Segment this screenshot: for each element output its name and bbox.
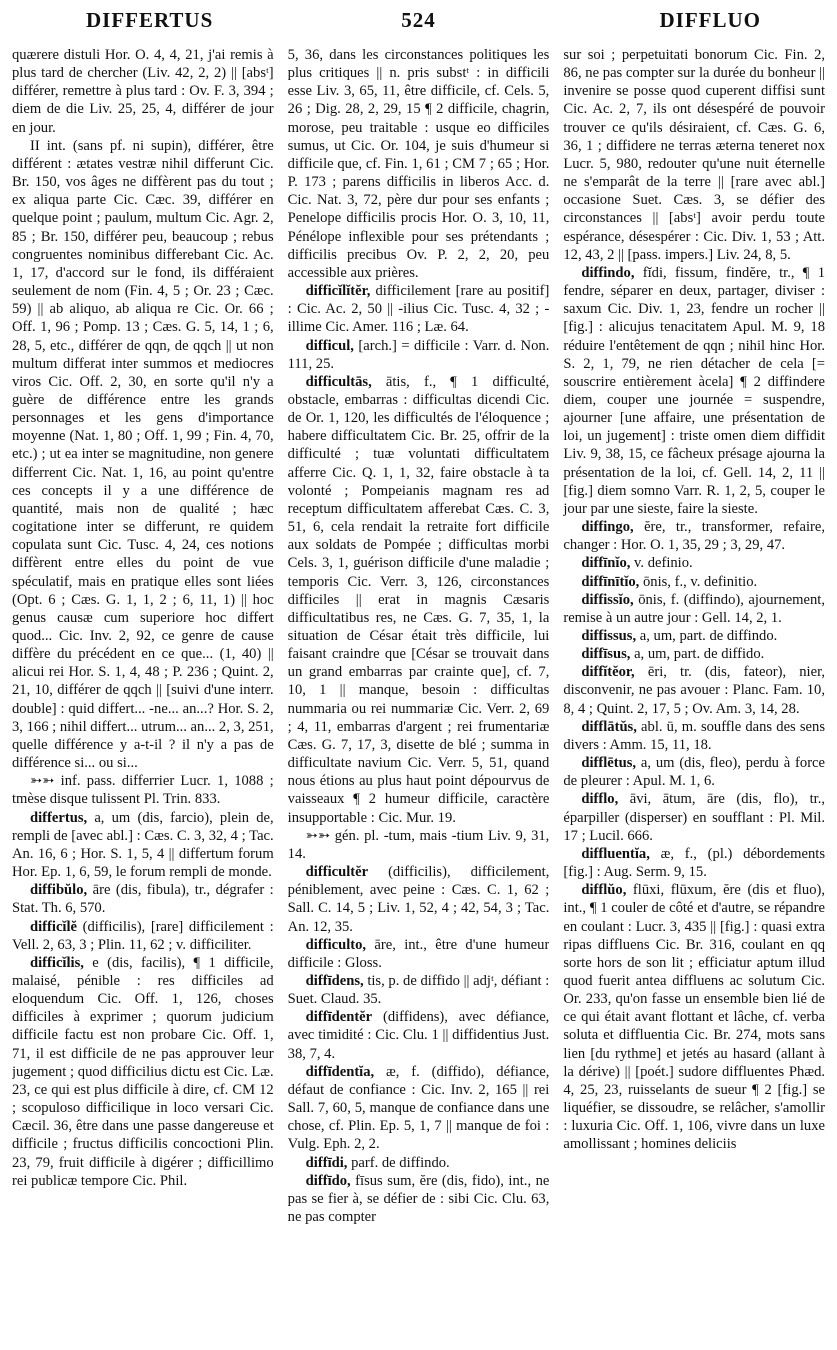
entry-headword: diffingo, <box>581 519 634 536</box>
dictionary-entry <box>12 881 274 917</box>
entry-text: a, um, part. de diffido. <box>630 646 765 663</box>
entry-headword: diffīdentĭa, <box>305 1063 375 1080</box>
entry-headword: diffīdi, <box>305 1154 348 1171</box>
dictionary-entry <box>288 373 550 827</box>
dictionary-entry <box>563 627 825 645</box>
entry-headword: diffīdentĕr <box>305 1009 373 1026</box>
entry-headword: diffĭtĕor, <box>581 664 635 681</box>
entry-text: [arch.] = difficile : Varr. d. Non. 111, 25. <box>287 337 550 372</box>
entry-headword: difficĭlis, <box>30 954 84 971</box>
dictionary-entry <box>563 518 825 554</box>
entry-headword: diffissĭo, <box>581 591 634 608</box>
entry-text: ➳➳ inf. pass. differrier Lucr. 1, 1088 ; tmèse disque tulissent Pl. Trin. 833. <box>12 773 274 808</box>
entry-text: fĭdi, fissum, findĕre, tr., ¶ 1 fendre, séparer en deux, partager, diviser : saxum Cic. Div. 1, 23, fendre un rocher || [fig.] : alicujus tenacitatem Apul. M. 9, 18 réduire l'entêtement de qqn ; nihil hinc Hor. S. 2, 1, 79, ne rien détacher de cela [= souscrire entièrement àcela] ¶ 2 diffindere diem, couper une journée = suspendre, ajourner [une affaire, une présentation de loi, un jugement] : triste omen diem diffidit Liv. 9, 38, 15, ce fâcheux présage ajourna la présentation de la loi, cf. Gell. 14, 2, 11 || [fig.] diem somno Varr. R. 1, 2, 5, couper le jour par une sieste, faire la sieste. <box>563 264 826 517</box>
entry-text: 5, 36, dans les circonstances politiques les plus critiques || n. pris substᵗ : in difficili esse Liv. 3, 65, 11, être difficile, cf. Cels. 5, 26 ; Dig. 28, 2, 29, 15 ¶ 2 difficile, chagrin, morose, peu traitable : usque eo difficiles sumus, ut Cic. Or. 104, je suis d'humeur si difficile que, cf. Fin. 1, 61 ; CM 7 ; 65 ; Hor. P. 173 ; parens difficilis in liberos Acc. d. Cic. Nat. 3, 72, père dur pour ses enfants ; Penelope difficilis procis Hor. O. 3, 10, 11, Pénélope inflexible pour ses prétendants ; difficilis precibus Ov. P. 2, 2, 20, peu accessible aux prières. <box>287 47 550 281</box>
entry-text: abl. ū, m. souffle dans des sens divers : Amm. 15, 11, 18. <box>563 718 826 753</box>
column-2 <box>288 46 550 1342</box>
dictionary-entry <box>288 1063 550 1154</box>
entry-text: v. definio. <box>630 555 693 572</box>
entry-text: ōnis, f. (diffindo), ajournement, remise à un autre jour : Gell. 14, 2, 1. <box>563 591 826 626</box>
entry-headword: diffluentĭa, <box>581 845 650 862</box>
entry-text: II int. (sans pf. ni supin), différer, être différent : ætates vestræ nihil differunt Cic. Br. 150, vos âges ne diffèrent pas du tout ; ex aliqua parte Cic. Cæc. 39, différer en quelque point ; paulum, multum Cic. Agr. 2, 85 ; Br. 150, différer peu, beaucoup ; rebus congruentes nominibus differebant Cic. Ac. 1, 17, d'accord sur le fond, ils différaient seulement de nom (Fin. 4, 5 ; Or. 23 ; Cæc. 59) || ab aliquo, ab aliqua re Cic. Or. 66 ; Off. 1, 96 ; Pomp. 13 ; Cæs. G. 5, 14, 1 ; 6, 28, 5, etc., différer de qqn, de qqch || ut non multum differat inter summos et mediocres viros Cic. Off. 2, 30, en sorte qu'il n'y a guère de différence entre les grands personnages et les gens d'importance moyenne (Nat. 1, 80 ; Off. 1, 99 ; Fin. 4, 70, etc.) ; ut ea inter se magnitudine, non genere differrent Cic. Nat. 1, 16, au point qu'entre ces concepts il y a une différence de quantité, mais non de qualité ; hæc cogitatione inter se differunt, re quidem copulata sunt Cic. Tusc. 4, 24, ces notions diffèrent entre elles du point de vue spéculatif, mais en pratique elles sont liées (Opt. 6 ; Cæs. G. 1, 1, 2 ; 6, 11, 1) || hoc genus causæ cum superiore hoc differt quod... Cic. Inv. 2, 92, ce genre de cause diffère du précédent en ce que... (1, 40) || alicui rei Hor. S. 1, 4, 48 ; P. 236 ; Quint. 2, 21, 10, différer de qqch || [suivi d'une interr. double] : quid differt... -ne... an...? Hor. S. 2, 3, 166 ; nihil differt... utrum... an... 2, 3, 251, quelle différence y a-t-il ? il n'y a pas de différence si... ou si... <box>12 137 274 772</box>
entry-headword: diffīdens, <box>305 972 364 989</box>
entry-headword: difficĭlĕ <box>30 918 78 935</box>
entry-text: fīsus sum, ĕre (dis, fido), int., ne pas se fier à, se défier de : sibi Cic. Clu. 63, ne pas compter <box>287 1172 550 1225</box>
running-head-right: DIFFLUO <box>659 8 761 32</box>
dictionary-entry <box>563 645 825 663</box>
running-head-left: DIFFERTUS <box>86 8 214 32</box>
entry-headword: difficulto, <box>305 936 367 953</box>
dictionary-entry <box>563 573 825 591</box>
entry-text: (diffidens), avec défiance, avec timidité : Cic. Clu. 1 || diffidentius Just. 38, 7, 4. <box>287 1009 550 1062</box>
entry-headword: difflātŭs, <box>581 718 637 735</box>
page-header <box>12 8 825 42</box>
dictionary-entry <box>12 137 274 772</box>
entry-headword: differtus, <box>30 809 88 826</box>
entry-text: a, um (dis, farcio), plein de, rempli de [avec abl.] : Cæs. C. 3, 32, 4 ; Tac. An. 16, 6 ; Hor. S. 1, 5, 4 || differtum forum Hor. Ep. 1, 6, 59, le forum rempli de monde. <box>12 809 274 881</box>
entry-headword: difficul, <box>305 337 354 354</box>
entry-headword: diffīdo, <box>305 1172 351 1189</box>
column-1 <box>12 46 274 1342</box>
dictionary-body <box>12 46 825 1342</box>
dictionary-entry <box>288 1172 550 1226</box>
entry-text: parf. de diffindo. <box>347 1154 450 1171</box>
entry-text: difficilement [rare au positif] : Cic. Ac. 2, 50 || -ilius Cic. Tusc. 4, 32 ; -illime Cic. Amer. 116 ; Læ. 64. <box>287 283 550 336</box>
entry-text: e (dis, facilis), ¶ 1 difficile, malaisé, pénible : res difficiles ad eloquendum Cic. Off. 1, 126, choses difficiles à exprimer ; quorum judicium difficile factu est non probare Cic. Off. 1, 71, il est difficile de ne pas approuver leur jugement ; quod difficilius dictu est Cic. Læ. 23, ce qui est plus difficile à dire, cf. CM 12 ; scopuloso difficilique in loco versari Cic. Cæcil. 36, être dans une passe dangereuse et difficile ; fructus difficilis concoctioni Plin. 23, 79, fruit difficile à digérer ; difficillimo rei publicæ tempore Cic. Phil. <box>12 954 274 1189</box>
dictionary-entry <box>12 918 274 954</box>
dictionary-entry <box>288 46 550 282</box>
entry-headword: diffibŭlo, <box>30 882 88 899</box>
dictionary-entry <box>563 46 825 264</box>
dictionary-entry <box>563 264 825 518</box>
entry-headword: diffīnĭo, <box>581 555 631 572</box>
entry-text: ➳➳ gén. pl. -tum, mais -tium Liv. 9, 31, 14. <box>287 827 550 862</box>
entry-text: ēri, tr. (dis, fateor), nier, disconvenir, ne pas avouer : Planc. Fam. 10, 8, 4 ; Quint. 2, 17, 5 ; Ov. Am. 3, 14, 28. <box>563 664 826 717</box>
dictionary-entry <box>288 972 550 1008</box>
entry-headword: diffindo, <box>581 264 635 281</box>
dictionary-entry <box>563 718 825 754</box>
entry-text: a, um (dis, fleo), perdu à force de pleurer : Apul. M. 1, 6. <box>563 755 826 790</box>
entry-text: æ, f., (pl.) débordements [fig.] : Aug. Serm. 9, 15. <box>563 845 826 881</box>
dictionary-entry <box>288 827 550 863</box>
dictionary-entry <box>288 1154 550 1172</box>
entry-text: tis, p. de diffido || adjᵗ, défiant : Suet. Claud. 35. <box>287 972 550 1008</box>
entry-headword: difficĭlĭtĕr, <box>305 283 371 300</box>
dictionary-entry <box>563 845 825 881</box>
dictionary-entry <box>563 663 825 717</box>
dictionary-entry <box>288 936 550 972</box>
entry-headword: difficultĕr <box>305 864 369 881</box>
entry-text: ōnis, f., v. definitio. <box>639 573 758 590</box>
entry-text: æ, f. (diffido), défiance, défaut de confiance : Cic. Inv. 2, 165 || rei Sall. 7, 60, 5, manque de confiance dans une chose, cf. Plin. Ep. 5, 1, 7 || manque de foi : Vulg. Eph. 2, 2. <box>287 1063 550 1153</box>
dictionary-entry <box>12 772 274 808</box>
entry-headword: diffīsus, <box>581 646 631 663</box>
entry-headword: difficultās, <box>305 373 372 390</box>
entry-text: āre, int., être d'une humeur difficile : Gloss. <box>287 936 550 971</box>
dictionary-entry <box>288 337 550 373</box>
dictionary-entry <box>563 754 825 790</box>
dictionary-entry <box>563 881 825 1153</box>
entry-headword: difflētus, <box>581 755 637 772</box>
dictionary-entry <box>12 46 274 137</box>
entry-text: (difficilis), difficilement, péniblement, avec peine : Cæs. C. 1, 62 ; Sall. C. 14, 5 ; Liv. 1, 52, 4 ; 42, 54, 3 ; Tac. An. 12, 35. <box>287 864 550 935</box>
page-number: 524 <box>401 8 436 32</box>
entry-headword: difflo, <box>581 791 619 808</box>
entry-text: flūxi, flūxum, ĕre (dis et fluo), int., ¶ 1 couler de côté et d'autre, se répandre en coulant : Lucr. 3, 435 || [fig.] : quasi extra ripas diffluens Cic. Br. 316, coulant en qq sorte hors de son lit ; efficiatur aptum illud quod fuerit antea diffluens ac solutum Cic. Or. 233, qu'on fasse un ensemble bien lié de ce qui était avant flottant et lâche, cf. verba soluta et diffluentia Cic. Br. 274, mots sans lien [du rythme] et jetés au hasard (allant à la dérive) || [poét.] sudore diffluentes Phæd. 4, 25, 23, ruisselants de sueur ¶ 2 [fig.] se liquéfier, se dissoudre, se relâcher, s'amollir : luxuria Cic. Off. 1, 106, vivre dans un luxe amollissant ; homines deliciis <box>563 882 826 1153</box>
dictionary-entry <box>288 282 550 336</box>
entry-text: ātis, f., ¶ 1 difficulté, obstacle, embarras : difficultas dicendi Cic. de Or. 1, 120, les difficultés de l'éloquence ; habere difficultatem Cic. Br. 25, offrir de la difficulté ; tuæ voluntati difficultatem afferre Cic. Q. 1, 1, 32, faire obstacle à ta volonté ; Pompeianis magnam res ad receptum difficultatem afferebat Cæs. C. 3, 51, 6, cela rendait la retraite fort difficile aux soldats de Pompée ; difficultas morbi Cels. 3, 1, guérison difficile d'une maladie ; temporis Cic. Verr. 3, 126, circonstances difficiles || erat in magnis Cæsaris difficultatibus res, ne Cæs. G. 7, 35, 1, la situation de César était très difficile, lui faisant craindre que [César se trouvait dans un grand embarras par crainte que], cf. 7, 10, 1 || manque, besoin : difficultas nummaria ou rei nummariæ Cic. Verr. 2, 69 ; 4, 11, embarras d'argent ; rei frumentariæ Cæs. G. 7, 17, 3, disette de blé ; summa in difficultate navium Cic. Verr. 5, 51, quand nous étions au plus haut point dépourvus de vaisseaux ¶ 2 humeur difficile, caractère insupportable : Cic. Mur. 19. <box>287 373 550 826</box>
entry-text: āre (dis, fibula), tr., dégrafer : Stat. Th. 6, 570. <box>12 882 274 917</box>
entry-text: ĕre, tr., transformer, refaire, changer : Hor. O. 1, 35, 29 ; 3, 29, 47. <box>563 519 826 554</box>
entry-text: āvi, ātum, āre (dis, flo), tr., éparpiller (disperser) en soufflant : Pl. Mil. 17 ; Lucil. 666. <box>563 791 826 844</box>
dictionary-entry <box>12 954 274 1190</box>
dictionary-entry <box>288 1008 550 1062</box>
entry-headword: difflŭo, <box>581 882 627 899</box>
dictionary-entry <box>563 591 825 627</box>
entry-text: (difficilis), [rare] difficilement : Vell. 2, 63, 3 ; Plin. 11, 62 ; v. difficiliter. <box>12 918 274 953</box>
column-3 <box>563 46 825 1342</box>
dictionary-entry <box>288 863 550 936</box>
entry-headword: diffissus, <box>581 628 637 644</box>
dictionary-entry <box>563 790 825 844</box>
dictionary-entry <box>563 554 825 572</box>
entry-text: sur soi ; perpetuitati bonorum Cic. Fin. 2, 86, ne pas compter sur la durée du bonheur || invenire se posse quod cuperent diffisi sunt Cic. Ac. 2, 7, ils ont désespéré de pouvoir trouver ce qu'ils désiraient, cf. Cæs. G. 6, 36, 1 ; diffidere ne terras æterna teneret nox Lucr. 5, 980, redouter qu'une nuit éternelle ne s'emparât de la terre || [rare avec abl.] occasione Suet. Cæs. 3, se défier des circonstances || [absᵗ] avoir perdu toute espérance, désespérer : Cic. Div. 1, 53 ; Att. 12, 43, 2 || [pass. impers.] Liv. 24, 8, 5. <box>563 47 826 263</box>
dictionary-entry <box>12 809 274 882</box>
entry-headword: diffīnītĭo, <box>581 573 640 590</box>
entry-text: quærere distuli Hor. O. 4, 4, 21, j'ai remis à plus tard de chercher (Liv. 42, 2, 2) || [absᵗ] différer, remettre à plus tard : Ov. F. 3, 394 ; diem de die Liv. 25, 25, 4, différer de jour en jour. <box>12 47 274 136</box>
entry-text: a, um, part. de diffindo. <box>636 628 778 644</box>
